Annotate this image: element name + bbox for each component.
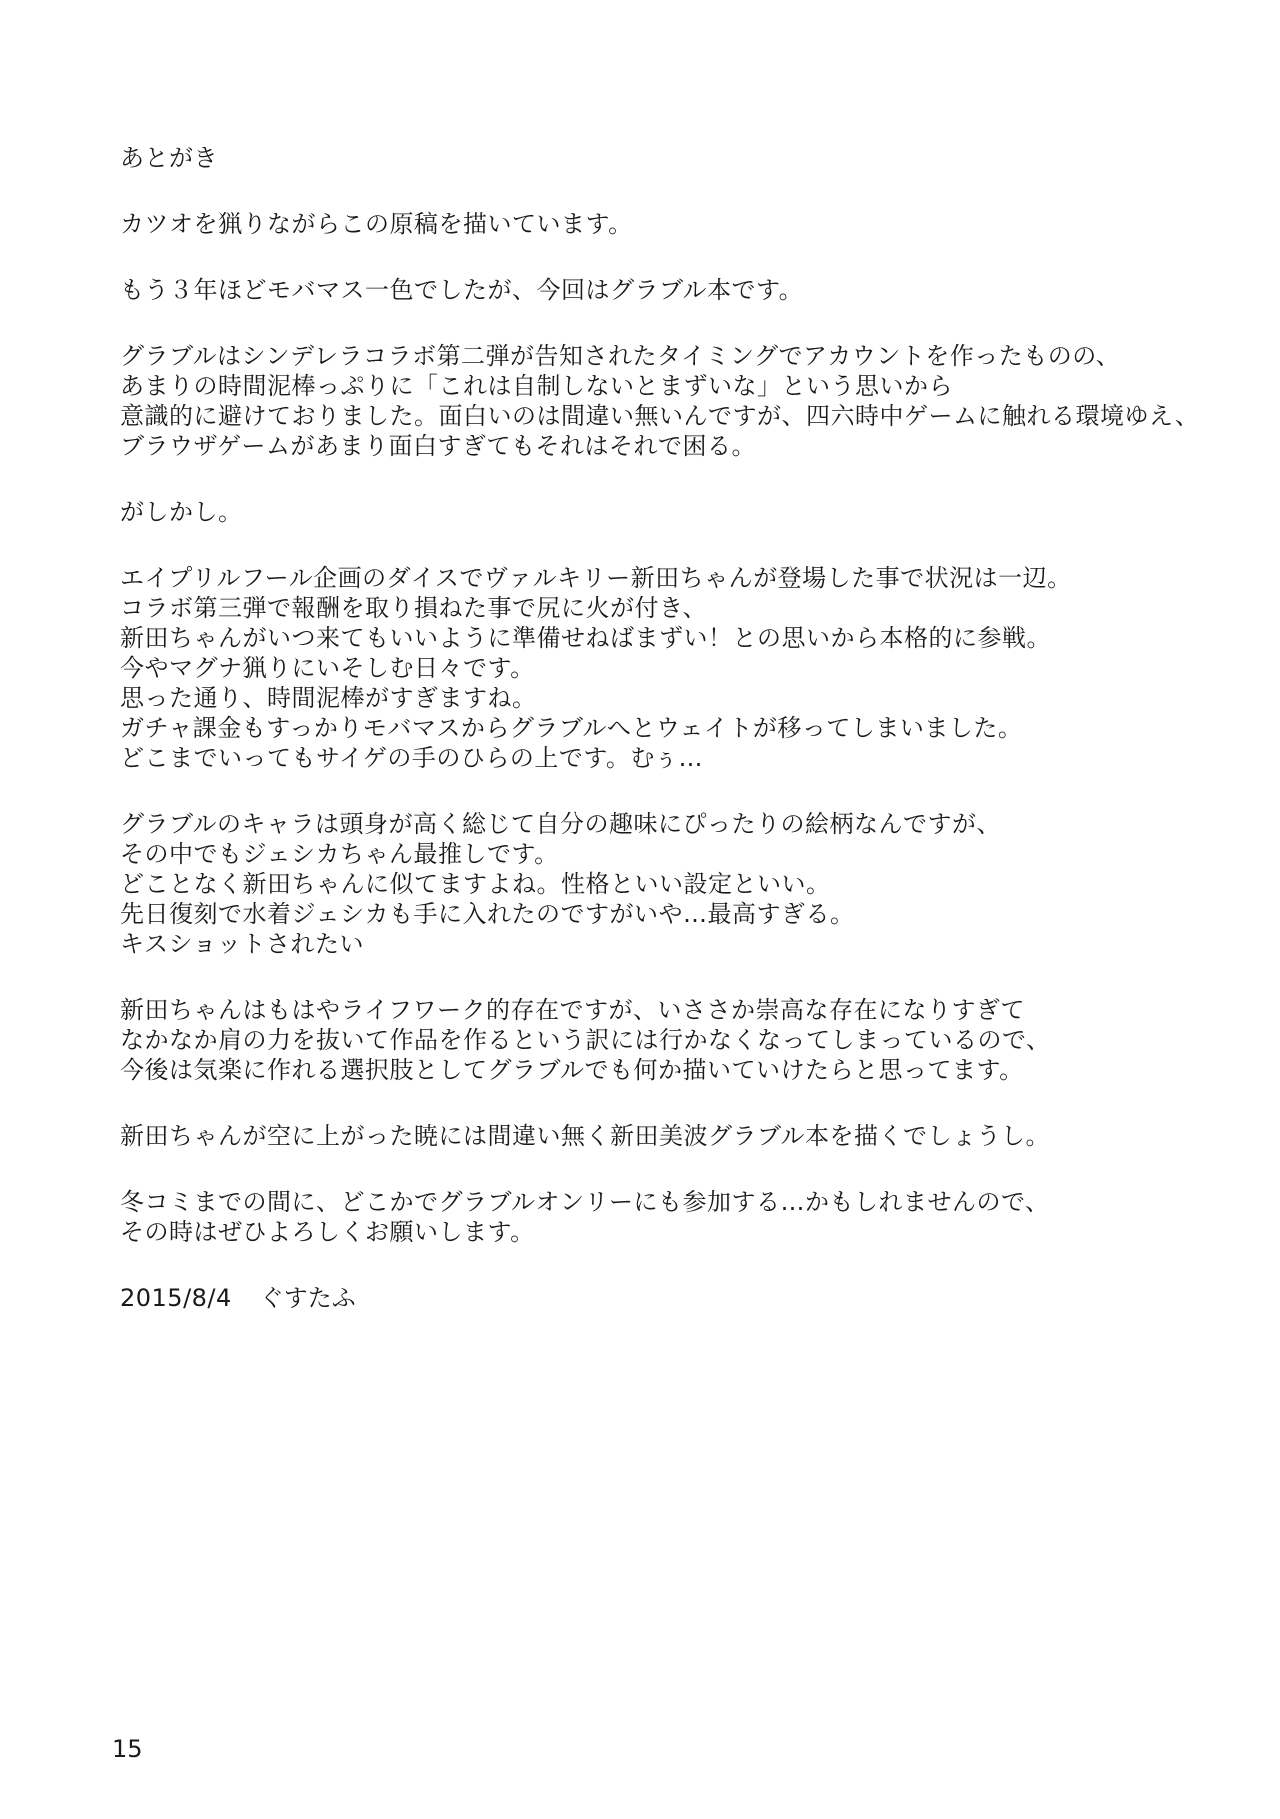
signature-date: 2015/8/4	[120, 1284, 232, 1312]
paragraph-line: カツオを猟りながらこの原稿を描いています。	[120, 210, 633, 238]
paragraph-line: ガチャ課金もすっかりモバマスからグラブルへとウェイトが移ってしまいました。	[120, 714, 1023, 742]
page-number: 15	[112, 1735, 143, 1763]
paragraph-line: あまりの時間泥棒っぷりに「これは自制しないとまずいな」という思いから	[120, 372, 953, 400]
paragraph-line: 思った通り、時間泥棒がすぎますね。	[120, 684, 537, 712]
paragraph-line: キスショットされたい	[120, 930, 365, 958]
signature-author: ぐすたふ	[259, 1284, 356, 1312]
paragraph-7	[120, 995, 1220, 1085]
paragraph-line: どこまでいってもサイゲの手のひらの上です。むぅ…	[120, 744, 703, 772]
paragraph-6	[120, 809, 1220, 959]
paragraph-line: 新田ちゃんが空に上がった暁には間違い無く新田美波グラブル本を描くでしょうし。	[120, 1122, 1051, 1150]
afterword-heading: あとがき	[120, 144, 218, 172]
paragraph-line: なかなか肩の力を抜いて作品を作るという訳には行かなくなってしまっているので、	[120, 1026, 1051, 1054]
afterword-heading-block	[120, 143, 1220, 173]
paragraph-5	[120, 563, 1220, 773]
paragraph-line: どことなく新田ちゃんに似てますよね。性格といい設定といい。	[120, 870, 831, 898]
paragraph-line: 今やマグナ猟りにいそしむ日々です。	[120, 654, 535, 682]
paragraph-line: 冬コミまでの間に、どこかでグラブルオンリーにも参加する…かもしれませんので、	[120, 1188, 1050, 1216]
afterword-body	[120, 143, 1220, 1313]
paragraph-line: 新田ちゃんがいつ来てもいいように準備せねばまずい！との思いから本格的に参戦。	[120, 624, 1051, 652]
paragraph-line: がしかし。	[120, 498, 243, 526]
paragraph-3	[120, 341, 1220, 461]
paragraph-line: コラボ第三弾で報酬を取り損ねた事で尻に火が付き、	[120, 594, 708, 622]
paragraph-8	[120, 1121, 1220, 1151]
paragraph-line: ブラウザゲームがあまり面白すぎてもそれはそれで困る。	[120, 432, 757, 460]
paragraph-line: 先日復刻で水着ジェシカも手に入れたのですがいや…最高すぎる。	[120, 900, 855, 928]
paragraph-2	[120, 275, 1220, 305]
paragraph-9	[120, 1187, 1220, 1247]
paragraph-line: エイプリルフール企画のダイスでヴァルキリー新田ちゃんが登場した事で状況は一辺。	[120, 564, 1072, 592]
paragraph-1	[120, 209, 1220, 239]
paragraph-line: 意識的に避けておりました。面白いのは間違い無いんですが、四六時中ゲームに触れる環境ゆえ、	[120, 402, 1200, 430]
paragraph-line: その時はぜひよろしくお願いします。	[120, 1218, 535, 1246]
paragraph-4	[120, 497, 1220, 527]
paragraph-line: もう３年ほどモバマス一色でしたが、今回はグラブル本です。	[120, 276, 804, 304]
paragraph-line: グラブルはシンデレラコラボ第二弾が告知されたタイミングでアカウントを作ったものの、	[120, 342, 1121, 370]
paragraph-line: 今後は気楽に作れる選択肢としてグラブルでも何か描いていけたらと思ってます。	[120, 1056, 1024, 1084]
paragraph-line: その中でもジェシカちゃん最推しです。	[120, 840, 559, 868]
paragraph-line: 新田ちゃんはもはやライフワーク的存在ですが、いささか崇高な存在になりすぎて	[120, 996, 1026, 1024]
paragraph-line: グラブルのキャラは頭身が高く総じて自分の趣味にぴったりの絵柄なんですが、	[120, 810, 1002, 838]
signature	[120, 1283, 1220, 1313]
